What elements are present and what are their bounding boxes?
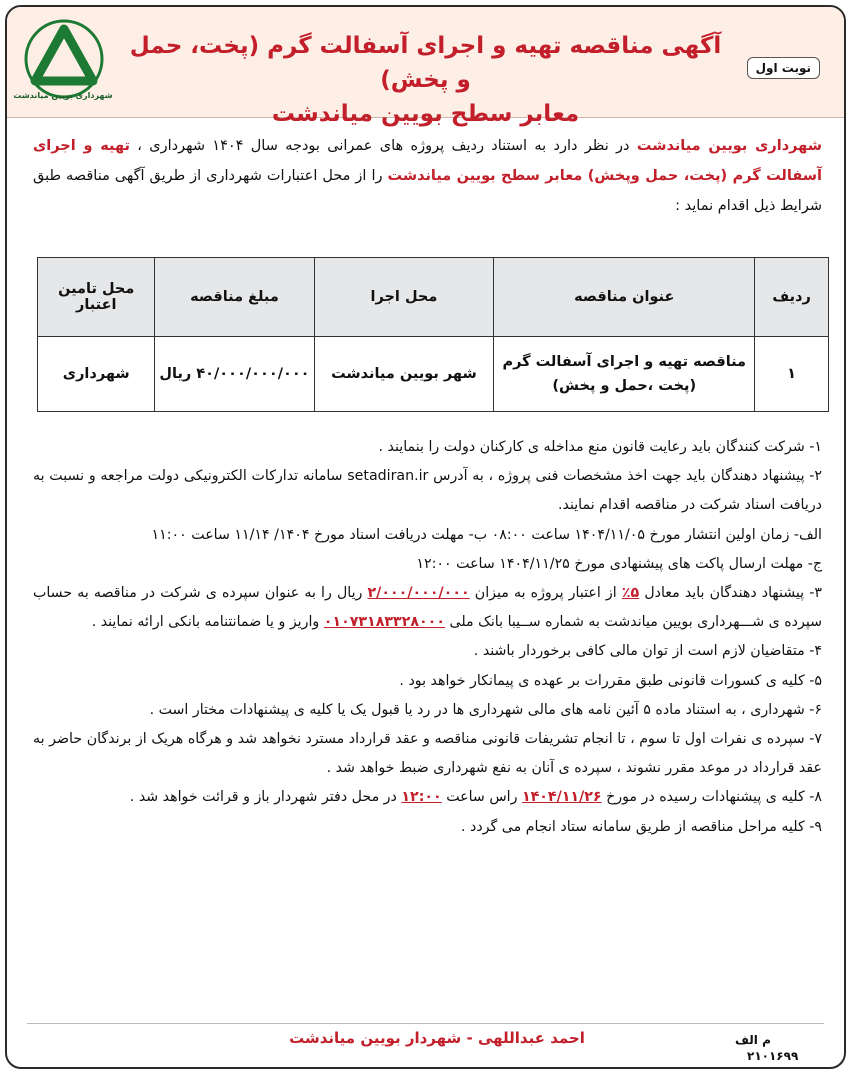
title-line-1: آگهی مناقصه تهیه و اجرای آسفالت گرم (پخت، حمل و پخش): [129, 33, 722, 93]
condition-8-text-a: ۸- کلیه ی پیشنهادات رسیده در مورخ: [601, 789, 822, 806]
condition-9: ۹- کلیه مراحل مناقصه از طریق سامانه ستاد انجام می گردد .: [461, 818, 822, 835]
condition-6: ۶- شهرداری ، به استناد ماده ۵ آئین نامه های مالی شهرداری ها در رد یا قبول یک یا کلیه ی پیشنهادات مختار است .: [149, 701, 822, 718]
opening-time: ۱۲:۰۰: [401, 789, 442, 806]
condition-3-text-c: ریال را به عنوان سپرده ی شرکت در مناقصه به حساب سپرده ی شـــهرداری بویین میاندشت به شماره ســیبا بانک ملی: [33, 585, 822, 631]
cell-location: شهر بویین میاندشت: [314, 337, 494, 412]
condition-4: ۴- متقاضیان لازم است از توان مالی کافی برخوردار باشند .: [473, 643, 822, 660]
condition-2a: الف- زمان اولین انتشار مورخ ۱۴۰۴/۱۱/۰۵ ساعت ۰۸:۰۰ ب- مهلت دریافت اسناد مورخ ۱۴۰۴/ ۱۱/۱۴ ساعت ۱۱:۰۰: [151, 526, 822, 543]
tender-table: [37, 257, 829, 412]
signer-name: احمد عبداللهی - شهردار بویین میاندشت: [289, 1029, 585, 1047]
condition-8: [33, 783, 822, 812]
notice-code-number: ۲۱۰۱۶۹۹: [747, 1049, 799, 1063]
condition-5: ۵- کلیه ی کسورات قانونی طبق مقررات بر عهده ی پیمانکار خواهد بود .: [399, 672, 822, 689]
header-funding-source: محل تامین اعتبار: [38, 258, 155, 337]
condition-2: ۲- پیشنهاد دهندگان باید جهت اخذ مشخصات فنی پروژه ، به آدرس setadiran.ir سامانه تدارکات الکترونیکی دولت مراجعه و نسبت به دریافت اسناد شرکت در مناقصه اقدام نمایند.: [33, 468, 822, 514]
intro-text-2: را از محل اعتبارات شهرداری از طریق آگهی مناقصه طبق شرایط ذیل اقدام نماید :: [33, 168, 822, 214]
header-row-number: ردیف: [755, 258, 829, 337]
condition-1: ۱- شرکت کنندگان باید رعایت قانون منع مداخله ی کارکنان دولت را بنمایند .: [378, 439, 822, 455]
title-line-2: معابر سطح بویین میاندشت: [271, 101, 580, 127]
project-name: تهیه و اجرای آسفالت گرم (پخت، حمل وپخش) معابر سطح بویین میاندشت: [33, 138, 822, 184]
notice-footer: [7, 1023, 844, 1063]
notice-code-label: م الف: [735, 1033, 771, 1047]
edition-badge: نوبت اول: [747, 57, 820, 79]
deposit-amount: ۲/۰۰۰/۰۰۰/۰۰۰: [367, 585, 470, 602]
table-row: [38, 337, 829, 412]
deposit-percent: ۵٪: [621, 585, 640, 602]
condition-7: ۷- سپرده ی نفرات اول تا سوم ، تا انجام تشریفات قانونی مناقصه و عقد قرارداد مسترد نخواهد شد و هرگاه هریک از برندگان حاضر به عقد قرارداد در موعد مقرر نشوند ، سپرده ی آنان به نفع شهرداری ضبط خواهد شد .: [33, 731, 822, 777]
cell-row-number: ۱: [755, 337, 829, 412]
intro-paragraph: [33, 131, 822, 221]
header-location: محل اجرا: [314, 258, 494, 337]
cell-funding-source: شهرداری: [38, 337, 155, 412]
cell-amount: ۴۰/۰۰۰/۰۰۰/۰۰۰ ریال: [155, 337, 314, 412]
table-header-row: [38, 258, 829, 337]
opening-date: ۱۴۰۴/۱۱/۲۶: [521, 789, 602, 806]
condition-3-text-d: واریز و یا ضمانتنامه بانکی ارائه نمایند .: [91, 614, 324, 631]
bank-account-number: ۰۱۰۷۳۱۸۳۳۲۸۰۰۰: [323, 614, 445, 631]
footer-divider: [27, 1023, 824, 1024]
condition-3-text-a: ۳- پیشنهاد دهندگان باید معادل: [639, 585, 822, 602]
notice-header: [7, 7, 844, 127]
cell-tender-title: مناقصه تهیه و اجرای آسفالت گرم (پخت ،حمل و پخش): [494, 337, 755, 412]
header-amount: مبلغ مناقصه: [155, 258, 314, 337]
conditions-list: [33, 433, 822, 842]
header-tender-title: عنوان مناقصه: [494, 258, 755, 337]
condition-2c: ج- مهلت ارسال پاکت های پیشنهادی مورخ ۱۴۰۴/۱۱/۲۵ ساعت ۱۲:۰۰: [416, 555, 822, 572]
condition-3: [33, 579, 822, 637]
notice-title: [127, 29, 724, 131]
municipality-name: شهرداری بویین میاندشت: [636, 138, 822, 154]
logo-caption: شهرداری بویین میاندشت: [13, 91, 113, 100]
condition-3-text-b: از اعتبار پروژه به میزان: [469, 585, 622, 602]
condition-8-text-b: راس ساعت: [441, 789, 522, 806]
condition-8-text-c: در محل دفتر شهردار باز و قرائت خواهد شد .: [129, 789, 402, 806]
intro-text-1: در نظر دارد به استناد ردیف پروژه های عمرانی بودجه سال ۱۴۰۴ شهرداری ،: [129, 138, 637, 154]
notice-frame: [5, 5, 846, 1069]
